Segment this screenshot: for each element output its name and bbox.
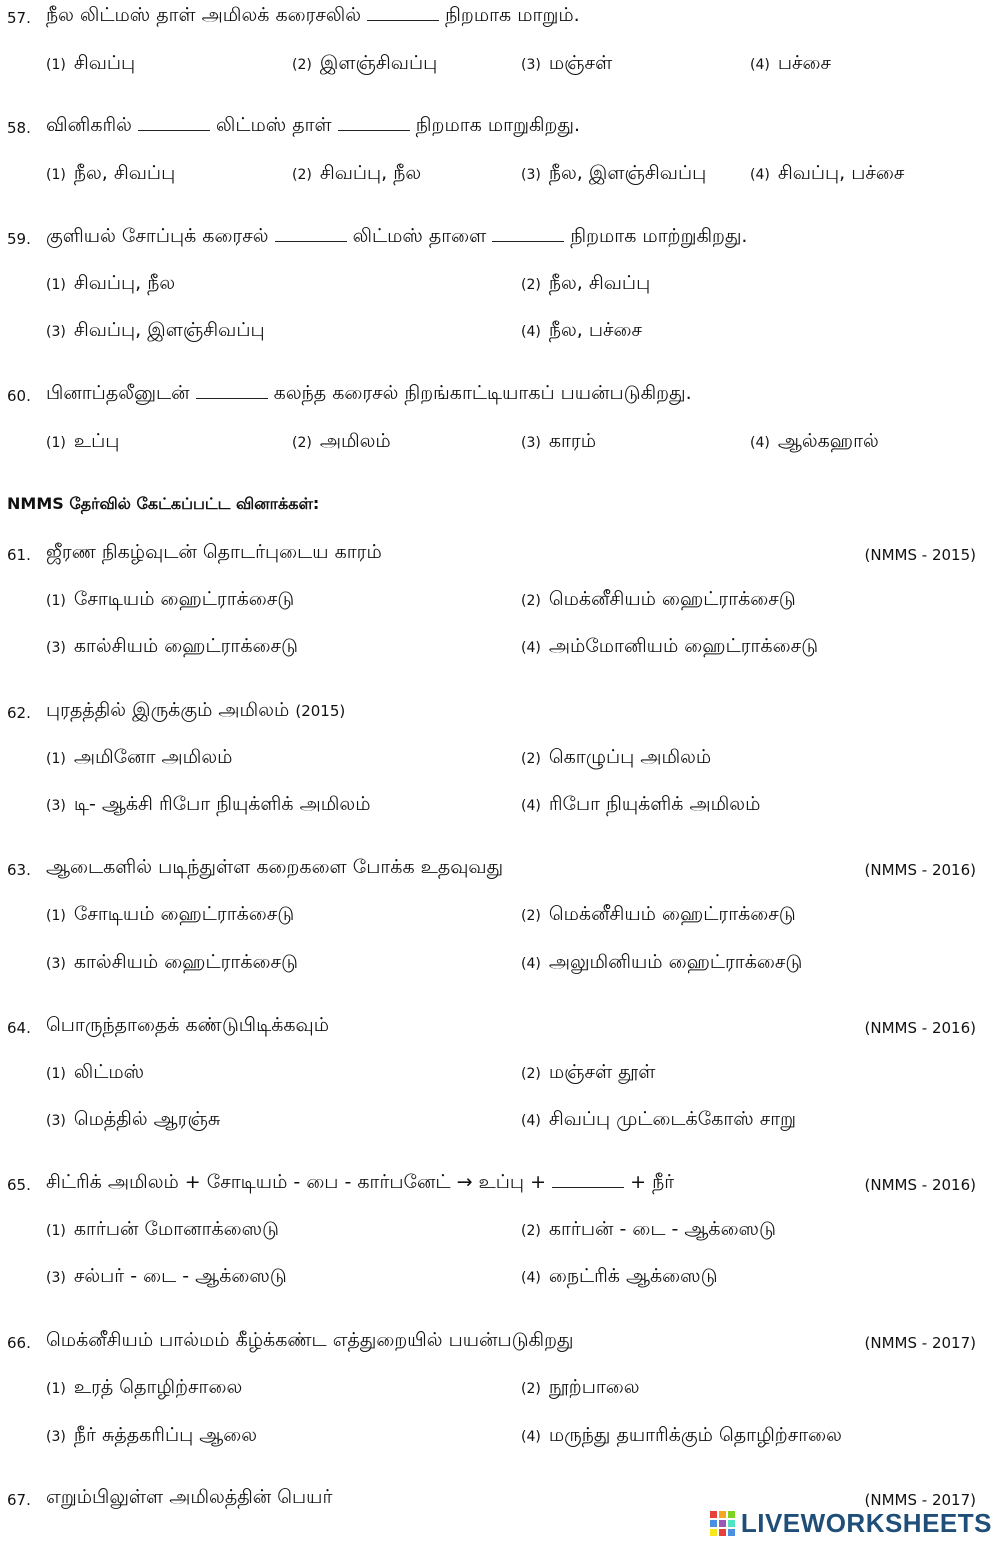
option: (1) சிவப்பு (46, 52, 136, 74)
option: (3) மெத்தில் ஆரஞ்சு (46, 1108, 221, 1130)
options-61-row1 (0, 584, 1000, 624)
option: (4) அலுமினியம் ஹைட்ராக்சைடு (521, 951, 803, 973)
logo-grid-cell (719, 1520, 726, 1527)
option: (2) மஞ்சள் தூள் (521, 1061, 656, 1083)
question-text: பொருந்தாதைக் கண்டுபிடிக்கவும் (46, 1014, 330, 1036)
logo-text: LIVEWORKSHEETS (740, 1507, 992, 1538)
option: (4) அம்மோனியம் ஹைட்ராக்சைடு (521, 635, 819, 657)
answer-blank (552, 1173, 624, 1188)
option: (4) ஆல்கஹால் (750, 430, 879, 452)
option: (3) சல்பர் - டை - ஆக்ஸைடு (46, 1265, 287, 1287)
question-text: எறும்பிலுள்ள அமிலத்தின் பெயர் (46, 1486, 333, 1508)
answer-blank (367, 6, 439, 21)
question-text: மெக்னீசியம் பால்மம் கீழ்க்கண்ட எத்துறையில் பயன்படுகிறது (46, 1329, 574, 1351)
options-64-row2 (0, 1104, 1000, 1144)
option: (1) உரத் தொழிற்சாலை (46, 1376, 243, 1398)
question-number: 57. (7, 9, 31, 27)
option: (2) அமிலம் (292, 430, 391, 452)
logo-grid-cell (719, 1511, 726, 1518)
option: (4) சிவப்பு, பச்சை (750, 162, 905, 184)
option: (1) நீல, சிவப்பு (46, 162, 176, 184)
option: (1) உப்பு (46, 430, 120, 452)
exam-year-tag: (NMMS - 2016) (864, 1019, 976, 1037)
answer-blank (275, 227, 347, 242)
question-57 (0, 0, 1000, 40)
question-text: வினிகரில் லிட்மஸ் தாள் நிறமாக மாறுகிறது. (46, 114, 580, 136)
option: (2) இளஞ்சிவப்பு (292, 52, 438, 74)
options-61-row2 (0, 631, 1000, 671)
options-64-row1 (0, 1057, 1000, 1097)
question-number: 64. (7, 1019, 31, 1037)
question-number: 58. (7, 119, 31, 137)
question-61 (0, 537, 1000, 577)
option: (1) சிவப்பு, நீல (46, 272, 176, 294)
logo-grid-cell (728, 1511, 735, 1518)
question-text: பினாப்தலீனுடன் கலந்த கரைசல் நிறங்காட்டியாகப் பயன்படுகிறது. (46, 382, 692, 404)
logo-grid-cell (728, 1529, 735, 1536)
logo-grid-cell (710, 1520, 717, 1527)
question-number: 62. (7, 704, 31, 722)
exam-year-tag: (NMMS - 2016) (864, 1176, 976, 1194)
option: (3) மஞ்சள் (521, 52, 613, 74)
question-60 (0, 378, 1000, 418)
question-number: 59. (7, 230, 31, 248)
question-text: நீல லிட்மஸ் தாள் அமிலக் கரைசலில் நிறமாக மாறும். (46, 4, 580, 26)
question-number: 65. (7, 1176, 31, 1194)
options-62-row1 (0, 742, 1000, 782)
option: (3) கால்சியம் ஹைட்ராக்சைடு (46, 951, 298, 973)
question-58 (0, 110, 1000, 150)
option: (3) கால்சியம் ஹைட்ராக்சைடு (46, 635, 298, 657)
option: (4) மருந்து தயாரிக்கும் தொழிற்சாலை (521, 1424, 842, 1446)
option: (1) அமினோ அமிலம் (46, 746, 233, 768)
logo-grid-cell (719, 1529, 726, 1536)
option: (4) ரிபோ நியுக்ளிக் அமிலம் (521, 793, 761, 815)
option: (3) டி- ஆக்சி ரிபோ நியுக்ளிக் அமிலம் (46, 793, 371, 815)
section-heading-row (0, 490, 1000, 530)
option: (2) நூற்பாலை (521, 1376, 640, 1398)
option: (3) நீர் சுத்தகரிப்பு ஆலை (46, 1424, 258, 1446)
logo-grid-cell (710, 1529, 717, 1536)
option: (2) கொழுப்பு அமிலம் (521, 746, 712, 768)
options-65-row2 (0, 1261, 1000, 1301)
options-63-row1 (0, 899, 1000, 939)
option: (4) பச்சை (750, 52, 832, 74)
exam-year-tag: (NMMS - 2016) (864, 861, 976, 879)
question-65 (0, 1167, 1000, 1207)
options-57 (0, 48, 1000, 88)
option: (2) சிவப்பு, நீல (292, 162, 422, 184)
logo-grid-cell (728, 1520, 735, 1527)
question-text: புரதத்தில் இருக்கும் அமிலம் (2015) (46, 699, 346, 721)
year-tag: (2015) (295, 702, 346, 720)
option: (3) நீல, இளஞ்சிவப்பு (521, 162, 707, 184)
options-63-row2 (0, 947, 1000, 987)
answer-blank (196, 384, 268, 399)
question-number: 67. (7, 1491, 31, 1509)
option: (3) சிவப்பு, இளஞ்சிவப்பு (46, 319, 265, 341)
liveworksheets-logo (710, 1508, 992, 1538)
option: (2) மெக்னீசியம் ஹைட்ராக்சைடு (521, 903, 796, 925)
question-66 (0, 1325, 1000, 1365)
question-text: குளியல் சோப்புக் கரைசல் லிட்மஸ் தாளை நிறமாக மாற்றுகிறது. (46, 225, 748, 247)
exam-year-tag: (NMMS - 2017) (864, 1334, 976, 1352)
options-58 (0, 158, 1000, 198)
question-text: சிட்ரிக் அமிலம் + சோடியம் - பை - கார்பனேட் → உப்பு + + நீர் (46, 1171, 675, 1193)
option: (4) சிவப்பு முட்டைக்கோஸ் சாறு (521, 1108, 797, 1130)
option: (1) சோடியம் ஹைட்ராக்சைடு (46, 903, 295, 925)
options-65-row1 (0, 1214, 1000, 1254)
options-59-row2 (0, 315, 1000, 355)
question-number: 63. (7, 861, 31, 879)
answer-blank (338, 116, 410, 131)
option: (2) மெக்னீசியம் ஹைட்ராக்சைடு (521, 588, 796, 610)
question-number: 61. (7, 546, 31, 564)
options-62-row2 (0, 789, 1000, 829)
section-heading: NMMS தேர்வில் கேட்கப்பட்ட வினாக்கள்: (7, 494, 320, 513)
option: (4) நைட்ரிக் ஆக்ஸைடு (521, 1265, 718, 1287)
answer-blank (492, 227, 564, 242)
options-66-row2 (0, 1420, 1000, 1460)
question-59 (0, 221, 1000, 261)
option: (1) சோடியம் ஹைட்ராக்சைடு (46, 588, 295, 610)
question-text: ஜீரண நிகழ்வுடன் தொடர்புடைய காரம் (46, 541, 382, 563)
question-62 (0, 695, 1000, 735)
option: (2) நீல, சிவப்பு (521, 272, 651, 294)
question-64 (0, 1010, 1000, 1050)
option: (2) கார்பன் - டை - ஆக்ஸைடு (521, 1218, 776, 1240)
question-number: 66. (7, 1334, 31, 1352)
options-59-row1 (0, 268, 1000, 308)
logo-grid-cell (710, 1511, 717, 1518)
option: (3) காரம் (521, 430, 597, 452)
question-63 (0, 852, 1000, 892)
logo-grid-icon (710, 1511, 735, 1536)
option: (1) லிட்மஸ் (46, 1061, 145, 1083)
answer-blank (138, 116, 210, 131)
exam-year-tag: (NMMS - 2017) (864, 1491, 976, 1509)
option: (1) கார்பன் மோனாக்ஸைடு (46, 1218, 280, 1240)
option: (4) நீல, பச்சை (521, 319, 643, 341)
question-text: ஆடைகளில் படிந்துள்ள கறைகளை போக்க உதவுவது (46, 856, 504, 878)
options-60 (0, 426, 1000, 466)
options-66-row1 (0, 1372, 1000, 1412)
exam-year-tag: (NMMS - 2015) (864, 546, 976, 564)
question-number: 60. (7, 387, 31, 405)
